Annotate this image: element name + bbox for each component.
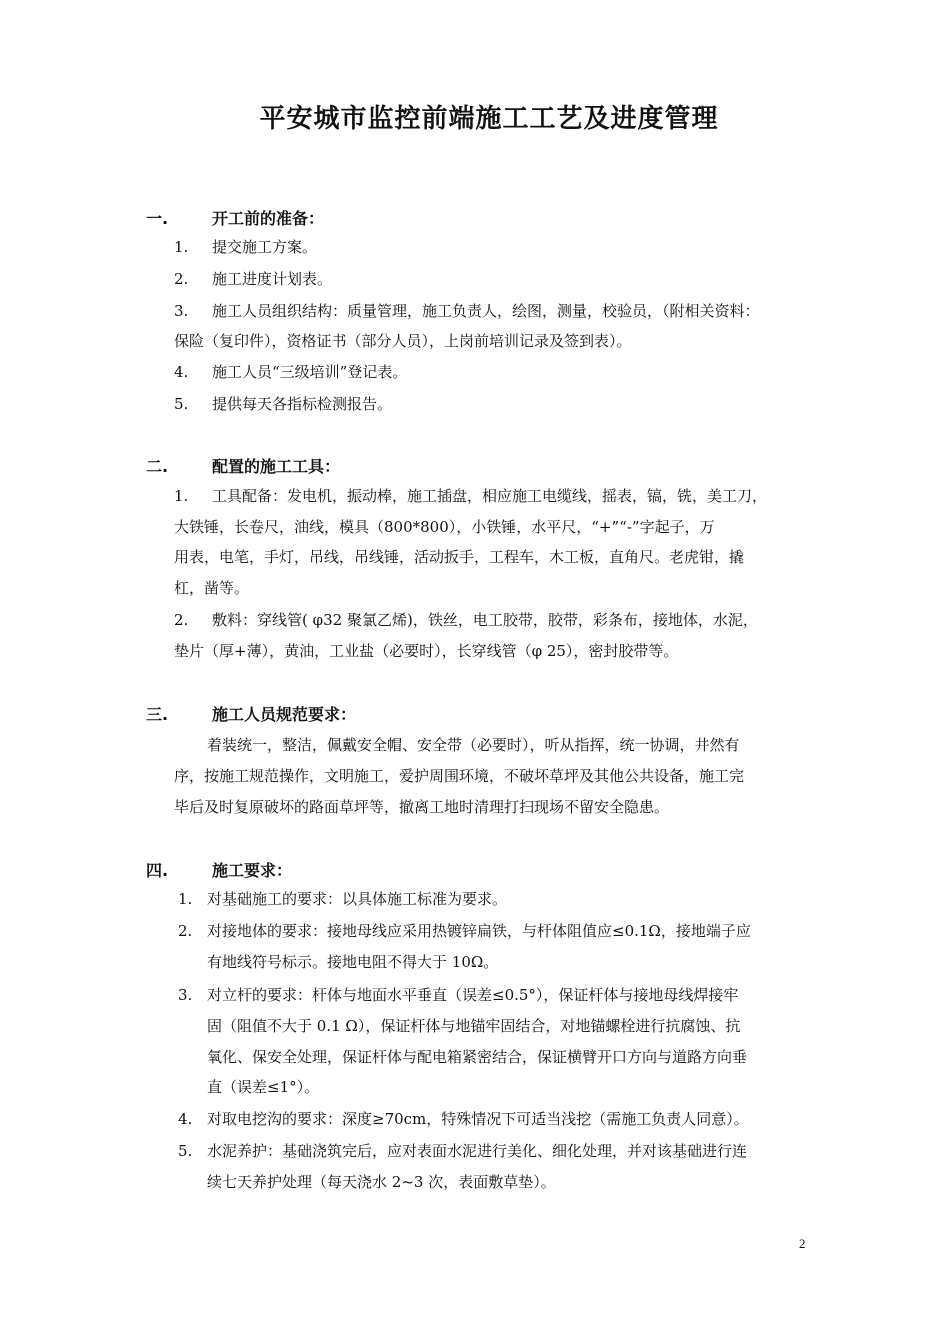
item-text: 序，按施工规范操作，文明施工，爱护周围环境，不破坏草坪及其他公共设备，施工完 (174, 767, 745, 785)
item-number: 5. (178, 1142, 193, 1160)
item-text: 保险（复印件），资格证书（部分人员），上岗前培训记录及签到表）。 (174, 332, 632, 350)
item-text: 对取电挖沟的要求：深度≥70cm，特殊情况下可适当浅挖（需施工负责人同意）。 (207, 1110, 749, 1128)
item-text: 用表，电笔，手灯，吊线，吊线锤，活动扳手，工程车，木工板，直角尺。老虎钳，撬 (174, 548, 745, 566)
item-number: 1. (174, 238, 189, 256)
section-title: 配置的施工工具： (212, 457, 341, 476)
list-item-continuation (174, 517, 715, 537)
item-text: 工具配备：发电机，振动棒，施工插盘，相应施工电缆线，摇表，镐，铣，美工刀， (212, 487, 768, 505)
list-item (178, 889, 507, 909)
list-item (174, 362, 407, 382)
section-heading-2 (146, 454, 340, 477)
list-item-continuation (174, 547, 744, 567)
paragraph-line (207, 735, 740, 755)
list-item-continuation (207, 952, 498, 972)
item-number: 2. (174, 611, 189, 629)
item-number: 2. (174, 270, 189, 288)
list-item (174, 269, 332, 289)
item-text: 氧化、保安全处理，保证杆体与配电箱紧密结合，保证横臂开口方向与道路方向垂 (207, 1048, 748, 1066)
list-item (178, 921, 751, 941)
section-number: 二. (146, 457, 169, 476)
item-text: 对基础施工的要求：以具体施工标准为要求。 (207, 890, 508, 908)
item-number: 1. (178, 890, 193, 908)
item-text: 杠，凿等。 (174, 579, 250, 597)
paragraph-line (174, 797, 669, 817)
section-number: 三. (146, 705, 169, 724)
item-number: 3. (174, 302, 189, 320)
section-title: 施工要求： (212, 861, 293, 880)
item-number: 4. (178, 1110, 193, 1128)
list-item (174, 394, 392, 414)
paragraph-line (174, 766, 744, 786)
item-text: 施工人员组织结构：质量管理，施工负责人，绘图，测量，校验员，（附相关资料： (212, 302, 760, 320)
item-text: 对接地体的要求：接地母线应采用热镀锌扁铁，与杆体阻值应≤0.1Ω，接地端子应 (207, 922, 751, 940)
list-item (174, 301, 760, 321)
section-title: 施工人员规范要求： (212, 705, 357, 724)
item-text: 垫片（厚+薄），黄油，工业盐（必要时），长穿线管（φ 25），密封胶带等。 (174, 642, 679, 660)
item-number: 2. (178, 922, 193, 940)
section-heading-3 (146, 702, 356, 725)
section-heading-4 (146, 858, 292, 881)
item-number: 1. (174, 487, 189, 505)
item-number: 5. (174, 395, 189, 413)
section-heading-1 (146, 206, 324, 229)
list-item-continuation (207, 1047, 747, 1067)
item-text: 施工人员“三级培训”登记表。 (212, 363, 408, 381)
list-item (174, 237, 317, 257)
item-text: 大铁锤，长卷尺，油线，模具（800*800），小铁锤，水平尺，“+”“-”字起子，万 (174, 518, 715, 536)
list-item-continuation (174, 331, 632, 351)
item-text: 施工进度计划表。 (212, 270, 333, 288)
item-text: 固（阻值不大于 0.1 Ω），保证杆体与地锚牢固结合，对地锚螺栓进行抗腐蚀、抗 (207, 1017, 741, 1035)
item-text: 敷料：穿线管( φ32 聚氯乙烯)，铁丝，电工胶带，胶带，彩条布，接地体，水泥， (212, 611, 758, 629)
item-text: 提供每天各指标检测报告。 (212, 395, 393, 413)
section-number: 一. (146, 209, 169, 228)
list-item-continuation (207, 1172, 556, 1192)
document-title: 平安城市监控前端施工工艺及进度管理 (259, 104, 719, 134)
item-number: 3. (178, 986, 193, 1004)
list-item-continuation (174, 641, 678, 661)
list-item-continuation (207, 1077, 319, 1097)
list-item (178, 1109, 749, 1129)
item-text: 着装统一，整洁，佩戴安全帽、安全带（必要时），听从指挥，统一协调，井然有 (207, 736, 740, 754)
page-number: 2 (799, 1236, 806, 1251)
section-number: 四. (146, 861, 169, 880)
item-text: 水泥养护：基础浇筑完后，应对表面水泥进行美化、细化处理，并对该基础进行连 (207, 1142, 748, 1160)
item-text: 提交施工方案。 (212, 238, 318, 256)
list-item (178, 985, 738, 1005)
list-item-continuation (174, 578, 249, 598)
item-number: 4. (174, 363, 189, 381)
item-text: 毕后及时复原破坏的路面草坪等，撤离工地时清理打扫现场不留安全隐患。 (174, 798, 670, 816)
list-item (174, 610, 758, 630)
item-text: 对立杆的要求：杆体与地面水平垂直（误差≤0.5°），保证杆体与接地母线焊接牢 (207, 986, 739, 1004)
item-text: 有地线符号标示。接地电阻不得大于 10Ω。 (207, 953, 499, 971)
list-item (178, 1141, 747, 1161)
item-text: 直（误差≤1°）。 (207, 1078, 320, 1096)
section-title: 开工前的准备： (212, 209, 325, 228)
item-text: 续七天养护处理（每天浇水 2~3 次，表面敷草垫）。 (207, 1173, 556, 1191)
list-item (174, 486, 767, 506)
list-item-continuation (207, 1016, 740, 1036)
